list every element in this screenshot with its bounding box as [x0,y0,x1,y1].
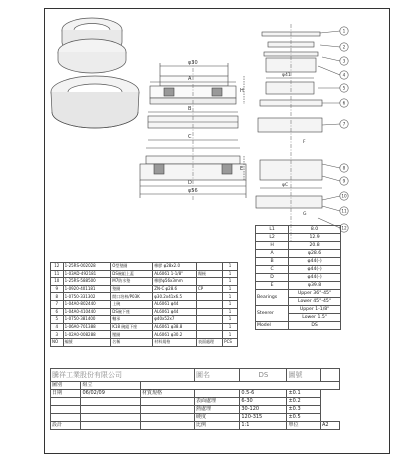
parts-cell: 1 [223,263,238,271]
spec-row [256,274,341,282]
title-cell: 06/02/09 [81,390,141,398]
parts-cell: ZN-C φ28.6 [153,285,197,293]
title-cell [51,406,81,414]
balloon-2: 2 [342,44,346,50]
parts-cell: AL6061 1-1/8" [153,270,197,278]
parts-cell: φ40x52x7 [153,316,197,324]
title-cell: 單位 [287,422,321,430]
spec-row-model [256,322,341,330]
title-cell [81,414,141,422]
parts-cell: 軸承 [111,316,153,324]
parts-cell: 1-02A0-008288 [63,331,111,339]
spec-value: 20.8 [289,242,341,250]
spec-row-steerer [256,306,341,314]
spec-row [256,242,341,250]
parts-row [51,278,238,286]
balloon-10: 10 [341,193,347,199]
parts-row [51,270,238,278]
dim-c-label: φC [282,183,289,188]
balloon-3: 3 [342,58,346,64]
spec-row [256,250,341,258]
parts-cell: 4 [51,323,64,331]
spec-label: Bearings [256,290,289,306]
spec-value: 8.0 [289,226,341,234]
dim-letter-d: D [188,180,192,186]
dim-letter-b: B [188,106,192,112]
balloon-12: 12 [341,225,347,231]
parts-cell: 1-04A0-410440 [63,308,111,316]
title-block [50,368,340,430]
parts-cell [196,263,222,271]
parts-cell: 7 [51,300,64,308]
parts-list-table [50,262,238,347]
title-cell [81,406,141,414]
parts-cell: 1 [223,300,238,308]
dim-letter-a: A [188,76,192,82]
spec-label: B [256,258,289,266]
title-cell: 1:1 [240,422,287,430]
balloon-7: 7 [342,121,346,127]
dim-letter-h: H [240,88,244,94]
parts-header: 名稱 [111,338,153,346]
title-cell: 6-30 [240,398,287,406]
parts-cell [196,278,222,286]
parts-header-row [51,338,238,346]
parts-cell: 橡膠 φ28x2.0 [153,263,197,271]
dim-letter-g: G [303,212,307,217]
spec-value: Lower 1.5" [289,314,341,322]
parts-cell [196,323,222,331]
parts-cell: 1-0920-401181 [63,285,111,293]
spec-value: 12.9 [289,234,341,242]
spec-label: A [256,250,289,258]
title-cell: 熱處理 [194,406,239,414]
parts-cell: AL6061 φ30.2 [153,331,197,339]
parts-cell: 9 [51,285,64,293]
company-name: 騰祥工業股份有限公司 [51,369,195,382]
spec-value: Lower 45°-45° [289,298,341,306]
spec-value: φ39.8 [289,282,341,290]
spec-value: φ44(-) [289,274,341,282]
title-cell: A2 [321,422,340,430]
title-empty [141,382,340,390]
spec-value: φ44(-) [289,266,341,274]
drawing-no-label: 圖號 [287,369,321,382]
spec-label: Steerer [256,306,289,322]
dim-letter-c: C [188,134,192,140]
parts-cell: 12 [51,263,64,271]
parts-cell: 1 [223,293,238,301]
spec-value: DS [289,322,341,330]
title-row [51,398,340,406]
parts-cell: 1-04A0-802440 [63,300,111,308]
parts-row [51,316,238,324]
parts-cell: 壓圈 [111,331,153,339]
spec-value: Upper 1-1/8" [289,306,341,314]
title-cell [141,414,195,422]
balloon-1: 1 [342,28,346,34]
parts-row [51,331,238,339]
title-row-type [51,382,340,390]
title-cell: ±0.3 [287,406,321,414]
parts-cell: AL6061 φ44 [153,300,197,308]
parts-cell [196,293,222,301]
parts-cell: O型墊圈 [111,263,153,271]
spec-label: D [256,274,289,282]
parts-header: 表面處理 [196,338,222,346]
parts-row [51,263,238,271]
dim-letter-f: F [303,140,306,145]
parts-header: PCS [223,338,238,346]
title-cell [81,422,141,430]
parts-cell: 橡膠φ56x3mm [153,278,197,286]
title-cell: 設計 [51,422,81,430]
title-cell: 硬度 [194,414,239,422]
parts-cell: M7防水墊 [111,278,153,286]
parts-cell: 1 [223,278,238,286]
title-cell: ±0.5 [287,414,321,422]
drawing-no-value [321,369,340,382]
parts-cell: 1-25RS-588500 [63,278,111,286]
parts-cell: 1 [223,331,238,339]
title-row [51,390,340,398]
title-row [51,414,340,422]
parts-cell: φ30.2x41x6.5 [153,293,197,301]
exploded-view [256,24,322,242]
parts-cell: AL6061 φ38.8 [153,323,197,331]
parts-header: 編號 [63,338,111,346]
drawing-name-value: DS [240,369,287,382]
parts-cell: 1 [223,270,238,278]
title-cell [141,398,195,406]
dim-d-label: φ56 [188,188,198,194]
spec-label: E [256,282,289,290]
title-cell: ±0.1 [287,390,321,398]
parts-row [51,308,238,316]
dim-a-label: φ30 [188,60,198,66]
title-cell [141,406,195,414]
balloon-9: 9 [342,178,346,184]
parts-cell: 1-25RS-002028 [63,263,111,271]
spec-label: L2 [256,234,289,242]
parts-header: NO [51,338,64,346]
spec-row [256,226,341,234]
type-label: 圖別 [51,382,81,390]
spec-row [256,234,341,242]
parts-cell: AL6061 φ44 [153,308,197,316]
title-cell: 120-315 [240,414,287,422]
parts-cell: 上碗 [111,300,153,308]
spec-value: φ44(-) [289,258,341,266]
parts-cell: 開口培林/P03K [111,293,153,301]
parts-row [51,293,238,301]
spec-row-bearings [256,290,341,298]
parts-cell: 1 [223,323,238,331]
parts-cell: 1-03AD-492181 [63,270,111,278]
spec-row [256,282,341,290]
title-cell: 比例 [194,422,239,430]
parts-cell: 5 [51,316,64,324]
balloon-8: 8 [342,165,346,171]
parts-cell [196,331,222,339]
parts-cell: 1 [223,308,238,316]
parts-cell [196,316,222,324]
parts-cell: 1 [223,316,238,324]
parts-cell: DS碗組上蓋 [111,270,153,278]
parts-cell: DS碗下座 [111,308,153,316]
parts-row [51,300,238,308]
parts-cell: 6 [51,308,64,316]
balloon-5: 5 [342,85,346,91]
parts-cell: 1-0750-331302 [63,293,111,301]
spec-label: H [256,242,289,250]
parts-cell: 1-0750-381400 [63,316,111,324]
parts-cell: 1-06A0-701388 [63,323,111,331]
spec-label: C [256,266,289,274]
parts-cell: 墊圈 [111,285,153,293]
title-cell [51,414,81,422]
title-row [51,422,340,430]
parts-cell: 8 [51,293,64,301]
title-cell: ±0.2 [287,398,321,406]
title-cell: 30-120 [240,406,287,414]
title-cell [141,422,195,430]
balloon-11: 11 [341,208,347,214]
spec-row [256,266,341,274]
title-cell: 材質規格 [141,390,195,398]
spec-table [255,225,341,330]
balloon-6: 6 [342,100,346,106]
title-cell: 表面處理 [194,398,239,406]
parts-cell [196,308,222,316]
parts-cell: 3 [51,331,64,339]
dim-letter-e: E [240,166,244,172]
parts-cell [196,300,222,308]
parts-cell: 陽極 [196,270,222,278]
title-cell [194,390,239,398]
parts-row [51,285,238,293]
spec-value: φ28.6 [289,250,341,258]
title-cell: 日期 [51,390,81,398]
drawing-name-label: 圖名 [194,369,239,382]
parts-header: 材料規格 [153,338,197,346]
parts-cell: K18 碗組下座 [111,323,153,331]
spec-row [256,258,341,266]
type-value: 組立 [81,382,141,390]
title-cell [81,398,141,406]
section-view [140,60,246,200]
balloon-4: 4 [342,72,346,78]
parts-cell: CP [196,285,222,293]
title-row [51,406,340,414]
title-row-company [51,369,340,382]
headset-3d-render [51,18,139,128]
dim-b-label: φ41 [282,73,291,78]
title-cell: 0.5-6 [240,390,287,398]
title-cell [51,398,81,406]
spec-label: Model [256,322,289,330]
spec-value: Upper 36°-45° [289,290,341,298]
parts-row [51,323,238,331]
parts-cell: 10 [51,278,64,286]
parts-cell: 11 [51,270,64,278]
parts-cell: 1 [223,285,238,293]
spec-label: L1 [256,226,289,234]
